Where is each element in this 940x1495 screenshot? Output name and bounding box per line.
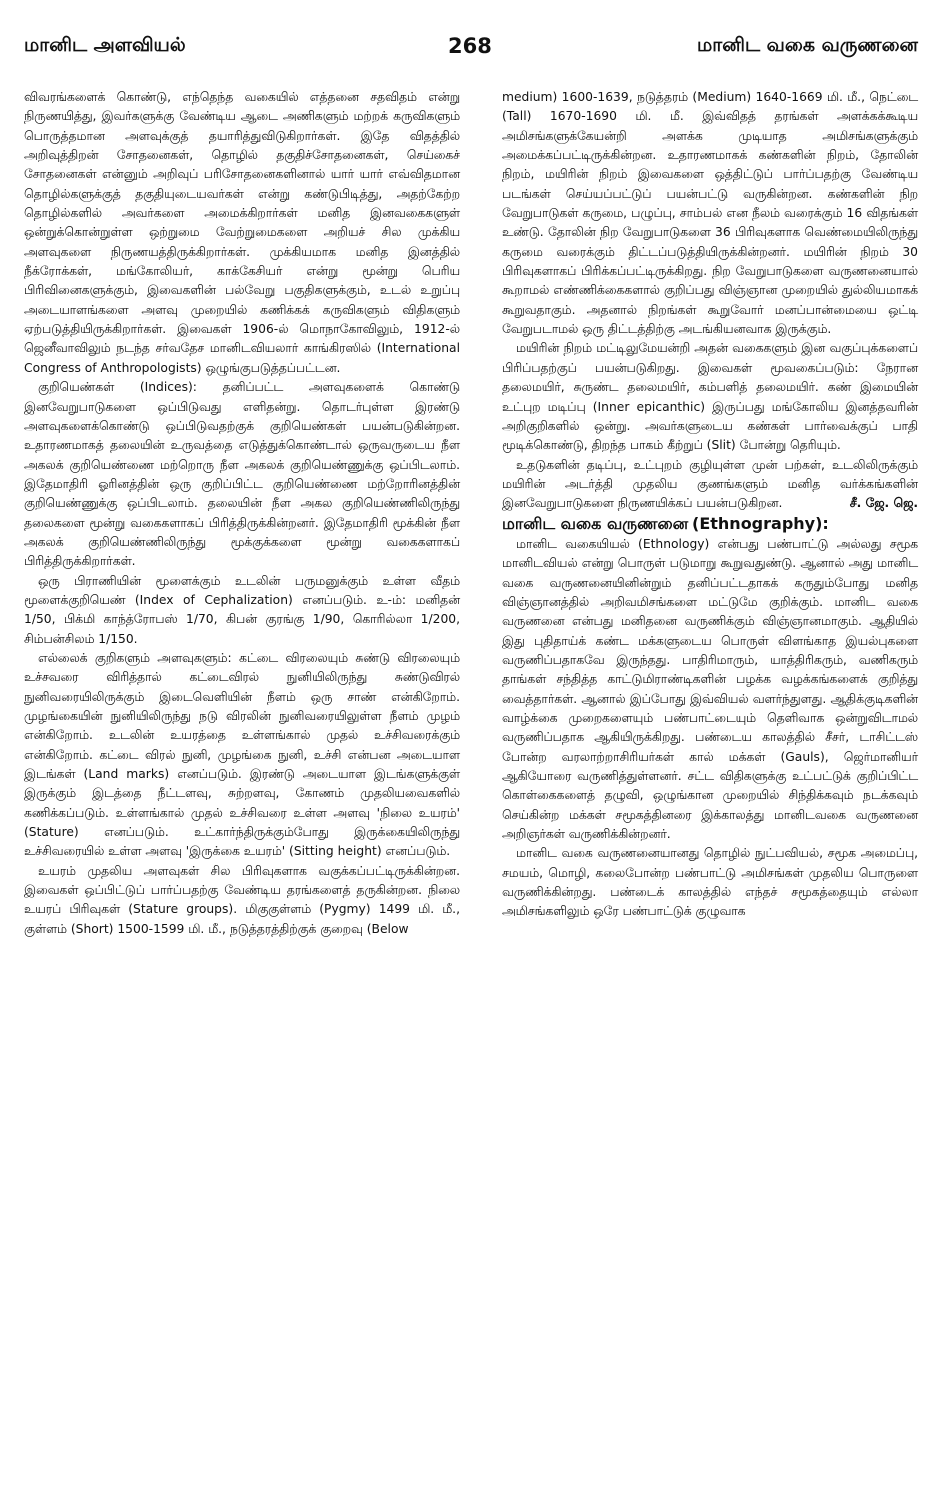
article-heading: மானிட வகை வருணனை xyxy=(502,513,689,533)
paragraph: குறியெண்கள் (Indices): தனிப்பட்ட அளவுகளைக் கொண்டு இனவேறுபாடுகளை ஒப்பிடுவது எளிதன்று. தொடர்புள்ள இரண்டு அளவுகளைக்கொண்டு ஒப்பிடுவதற்குக் குறியெண்கள் பயன்படுகின்றன. உதாரணமாகத் தலையின் உருவத்தை எடுத்துக்கொண்டால் ஒருவருடைய நீள அகலக் குறியெண்ணை மற்றொரு நீள அகலக் குறியெண்ணுக்கு ஒப்பிடலாம். இதேமாதிரி ஓரினத்தின் ஒரு குறிப்பிட்ட குறியெண்ணை மற்றோரினத்தின் குறியெண்ணுக்கு ஒப்பிடலாம். தலையின் நீள அகல குறியெண்ணிலிருந்து தலைகளை மூன்று வகைகளாகப் பிரித்திருக்கின்றனர். இதேமாதிரி மூக்கின் நீள அகலக் குறியெண்ணிலிருந்து மூக்குக்களை மூன்று வகைகளாகப் பிரித்திருக்கிறார்கள். xyxy=(24,380,460,569)
paragraph: உயரம் முதலிய அளவுகள் சில பிரிவுகளாக வகுக்கப்பட்டிருக்கின்றன. இவைகள் ஒப்பிட்டுப் பார்ப்பதற்கு வேண்டிய தரங்களைத் தருகின்றன. நிலை உயரப் பிரிவுகள் (Stature groups). மிகுகுள்ளம் (Pygmy) 1499 மி. மீ., குள்ளம் (Short) 1500-1599 மி. மீ., நடுத்தரத்திற்குக் குறைவு (Below xyxy=(24,863,460,936)
paragraph-text: உதடுகளின் தடிப்பு, உட்புறம் குழியுள்ள முன் பற்கள், உடலிலிருக்கும் மயிரின் அடர்த்தி முதலிய குணங்களும் மனித வர்க்கங்களின் இனவேறுபாடுகளை நிருணயிக்கப் பயன்படுகிறன. xyxy=(502,457,918,511)
left-column xyxy=(24,88,460,939)
running-header-right: மானிட வகை வருணனை xyxy=(697,34,918,56)
paragraph: மானிட வகையியல் (Ethnology) என்பது பண்பாட்டு அல்லது சமூக மானிடவியல் என்று பொருள் படுமாறு கூறுவதுண்டு. ஆனால் அது மானிட வகை வருணனையினின்றும் தனிப்பட்டதாகக் கருதும்போது மனித விஞ்ஞானத்தில் அறிவமிசங்களை மட்டுமே குறிக்கும். மானிட வகை வருணனை என்பது மனிதனை வருணிக்கும் விஞ்ஞானமாகும். ஆதியில் இது புதிதாய்க் கண்ட மக்களுடைய பொருள் விளங்காத இயல்புகளை வருணிப்பதாகவே இருந்தது. பாதிரிமாரும், யாத்திரிகரும், வணிகரும் தாங்கள் சந்தித்த காட்டுமிராண்டிகளின் பழக்க வழக்கங்களைக் குறித்து வைத்தார்கள். ஆனால் இப்போது இவ்வியல் வளர்ந்துளது. ஆதிக்குடிகளின் வாழ்க்கை முறைகளையும் பண்பாட்டையும் தெளிவாக ஒன்றுவிடாமல் வருணிப்பதாக ஆகியிருக்கிறது. பண்டைய காலத்தில் சீசர், டாசிட்டஸ் போன்ற வரலாற்றாசிரியர்கள் கால் மக்கள் (Gauls), ஜெர்மானியர் ஆகியோரை வருணித்துள்ளனர். சட்ட விதிகளுக்கு உட்பட்டுக் குறிப்பிட்ட கொள்கைகளைத் தழுவி, ஒழுங்கான முறையில் சிந்திக்கவும் நடக்கவும் செய்கின்ற மக்கள் சமூகத்தினரை இக்காலத்து மானிடவகை வருணனை அறிஞர்கள் வருணிக்கின்றனர். xyxy=(502,536,918,842)
article-heading-english: (Ethnography): xyxy=(692,513,829,533)
running-header-left: மானிட அளவியல் xyxy=(24,34,186,56)
page-number: 268 xyxy=(448,34,492,58)
paragraph: medium) 1600-1639, நடுத்தரம் (Medium) 1640-1669 மி. மீ., நெட்டை (Tall) 1670-1690 மி. மீ. இவ்விதத் தரங்கள் அளக்கக்கூடிய அமிசங்களுக்கேயன்றி அளக்க முடியாத அமிசங்களுக்கும் அமைக்கப்பட்டிருக்கின்றன. உதாரணமாகக் கண்களின் நிறம், தோலின் நிறம், மயிரின் நிறம் இவைகளை ஒத்திட்டுப் பார்ப்பதற்கு வேண்டிய படங்கள் செய்யப்பட்டுப் பயன்பட்டு வருகின்றன. கண்களின் நிற வேறுபாடுகள் கருமை, பழுப்பு, சாம்பல் என நீலம் வரைக்கும் 16 விதங்கள் உண்டு. தோலின் நிற வேறுபாடுகளை 36 பிரிவுகளாக வெண்மையிலிருந்து கருமை வரைக்கும் திட்டப்படுத்தியிருக்கின்றனர். மயிரின் நிறம் 30 பிரிவுகளாகப் பிரிக்கப்பட்டிருக்கிறது. நிற வேறுபாடுகளை வருணனையால் கூறாமல் எண்ணிக்கைகளால் குறிப்பது விஞ்ஞான முறையில் துல்லியமாகக் கூறுவதாகும். அதனால் நிறங்கள் கூறுவோர் மனப்பான்மையை ஒட்டி வேறுபடாமல் ஒரு திட்டத்திற்கு அடங்கியனவாக இருக்கும். xyxy=(502,90,918,337)
paragraph: மானிட வகை வருணனையானது தொழில் நுட்பவியல், சமூக அமைப்பு, சமயம், மொழி, கலைபோன்ற பண்பாட்டு அமிசங்கள் முதலிய பொருளை வருணிக்கின்றது. பண்டைக் காலத்தில் எந்தச் சமூகத்தையும் எல்லா அமிசங்களிலும் ஒரே பண்பாட்டுக் குழுவாக xyxy=(502,846,918,919)
author-signature: சீ. ஜே. ஜெ. xyxy=(849,496,918,511)
paragraph: மயிரின் நிறம் மட்டிலுமேயன்றி அதன் வகைகளும் இன வகுப்புக்களைப் பிரிப்பதற்குப் பயன்படுகிறது. இவைகள் மூவகைப்படும்: நேரான தலைமயிர், சுருண்ட தலைமயிர், கம்பளித் தலைமயிர். கண் இமையின் உட்புற மடிப்பு (Inner epicanthic) இருப்பது மங்கோலிய இனத்தவரின் அறிகுறிகளில் ஒன்று. அவர்களுடைய கண்கள் பார்வைக்குப் பாதி மூடிக்கொண்டு, திறந்த பாகம் கீற்றுப் (Slit) போன்று தெரியும். xyxy=(502,341,918,453)
right-column xyxy=(502,88,918,922)
paragraph: ஒரு பிராணியின் மூளைக்கும் உடலின் பருமனுக்கும் உள்ள வீதம் மூளைக்குறியெண் (Index of Cephalization) எனப்படும். உ-ம்: மனிதன் 1/50, பிக்மி காந்த்ரோபஸ் 1/70, கிபன் குரங்கு 1/90, கொரில்லா 1/200, சிம்பன்சிலம் 1/150. xyxy=(24,573,460,646)
paragraph: விவரங்களைக் கொண்டு, எந்தெந்த வகையில் எத்தனை சதவிதம் என்று நிருணயித்து, இவர்களுக்கு வேண்டிய ஆடை அணிகளும் மற்றக் கருவிகளும் பொருத்தமான அளவுக்குத் தயாரித்துவிடுகிறார்கள். இதே விதத்தில் அறிவுத்திறன் சோதனைகள், தொழில் தகுதிச்சோதனைகள், செய்கைச் சோதனைகள் என்னும் அறிவுப் பரிசோதனைகளினால் யார் யார் எவ்விதமான தொழில்களுக்குத் தகுதியுடையவர்கள் என்று கண்டுபிடித்து, அதற்கேற்ற தொழில்களில் அவர்களை அமைக்கிறார்கள் மனித இனவகைகளுள் ஒன்றுக்கொன்றுள்ள ஒற்றுமை வேற்றுமைகளை அறியச் சில முக்கிய அளவுகளை நிருணயத்திருக்கிறார்கள். முக்கியமாக மனித இனத்தில் நீக்ரோக்கள், மங்கோலியர், காக்கேசியர் என்று மூன்று பெரிய பிரிவினைகளுக்கும், இவைகளின் பல்வேறு பகுதிகளுக்கும், உடல் உறுப்பு அடையாளங்களை அளவு முறையில் கணிக்கக் கருவிகளும் விதிகளும் ஏற்படுத்தியிருக்கிறார்கள். இவைகள் 1906-ல் மொநாகோவிலும், 1912-ல் ஜெனீவாவிலும் நடந்த சர்வதேச மானிடவியலார் காங்கிரஸில் (International Congress of Anthropologists) ஒழுங்குபடுத்தப்பட்டன. xyxy=(24,90,460,375)
article-heading-line xyxy=(502,514,918,535)
paragraph xyxy=(502,456,918,514)
paragraph: எல்லைக் குறிகளும் அளவுகளும்: கட்டை விரலையும் சுண்டு விரலையும் உச்சவரை விரித்தால் கட்டைவிரல் நுனியிலிருந்து சுண்டுவிரல் நுனிவரையிலிருக்கும் இடைவெளியின் நீளம் ஒரு சாண் என்கிறோம். முழங்கையின் நுனியிலிருந்து நடு விரலின் நுனிவரையிலுள்ள நீளம் முழம் என்கிறோம். உடலின் உயரத்தை உள்ளங்கால் முதல் உச்சிவரைக்கும் என்கிறோம். கட்டை விரல் நுனி, முழங்கை நுனி, உச்சி என்பன அடையாள இடங்கள் (Land marks) எனப்படும். இரண்டு அடையாள இடங்களுக்குள் இருக்கும் இடத்தை நீட்டளவு, சுற்றளவு, கோணம் முதலியவைகளில் கணிக்கப்படும். உள்ளங்கால் முதல் உச்சிவரை உள்ள அளவு 'நிலை உயரம்' (Stature) எனப்படும். உட்கார்ந்திருக்கும்போது இருக்கையிலிருந்து உச்சிவரையில் உள்ள அளவு 'இருக்கை உயரம்' (Sitting height) எனப்படும். xyxy=(24,650,460,859)
